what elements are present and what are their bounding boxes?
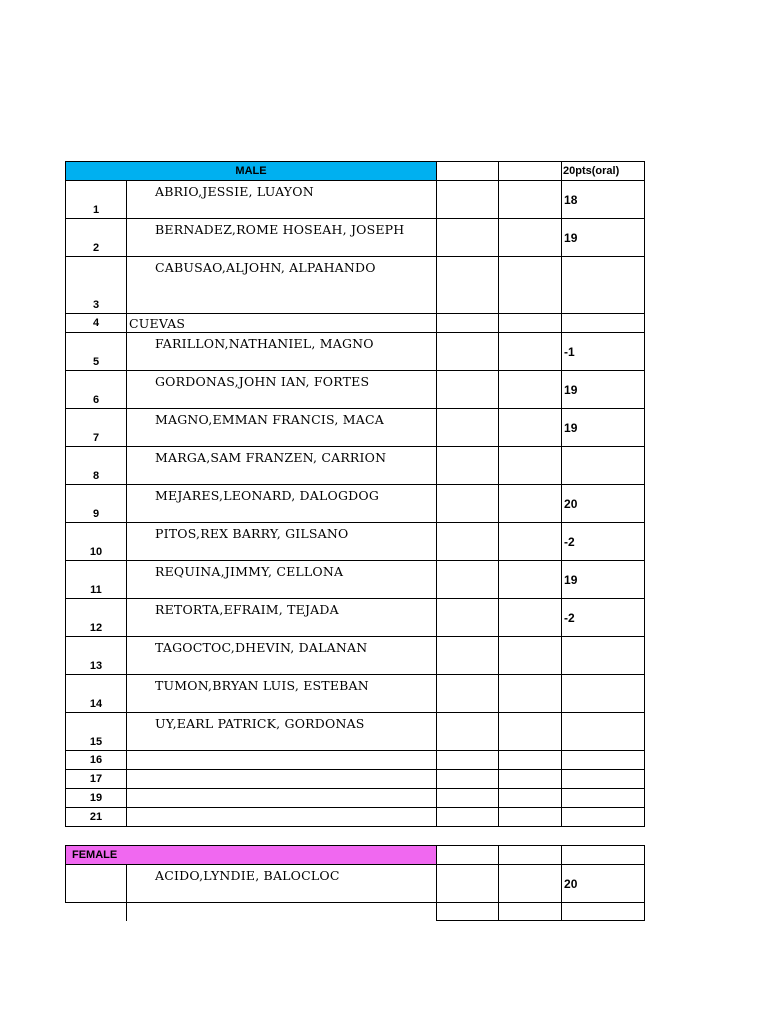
score-cell [562, 257, 645, 314]
row-number: 8 [66, 447, 127, 485]
table-row [66, 181, 645, 219]
table-row [66, 409, 645, 447]
blank-cell [437, 409, 499, 447]
row-number: 11 [66, 561, 127, 599]
student-name: ACIDO,LYNDIE, BALOCLOC [127, 865, 437, 903]
blank-cell [437, 371, 499, 409]
male-header-label: MALE [66, 162, 437, 181]
table-row [66, 257, 645, 314]
blank-cell [499, 751, 562, 770]
student-name: CUEVAS [127, 314, 437, 333]
blank-cell [437, 485, 499, 523]
blank-cell [499, 770, 562, 789]
blank-cell [499, 865, 562, 903]
blank-cell [499, 485, 562, 523]
male-header-row [66, 162, 645, 181]
blank-cell [437, 789, 499, 808]
student-name: MAGNO,EMMAN FRANCIS, MACA [127, 409, 437, 447]
table-row [66, 637, 645, 675]
blank-cell [437, 314, 499, 333]
table-row [66, 770, 645, 789]
score-cell [562, 447, 645, 485]
score-cell [562, 808, 645, 827]
header-blank-cell [499, 162, 562, 181]
female-header-label: FEMALE [66, 846, 437, 865]
table-row-partial [66, 903, 645, 921]
student-name [127, 808, 437, 827]
blank-cell [437, 219, 499, 257]
blank-cell [499, 599, 562, 637]
blank-cell [437, 713, 499, 751]
header-blank-cell [437, 846, 499, 865]
blank-cell [499, 219, 562, 257]
blank-cell [499, 637, 562, 675]
student-name: BERNADEZ,ROME HOSEAH, JOSEPH [127, 219, 437, 257]
blank-cell [499, 808, 562, 827]
row-number: 1 [66, 181, 127, 219]
student-name: TUMON,BRYAN LUIS, ESTEBAN [127, 675, 437, 713]
table-row [66, 789, 645, 808]
student-name: ABRIO,JESSIE, LUAYON [127, 181, 437, 219]
blank-cell [562, 903, 645, 921]
empty-space [127, 903, 437, 921]
blank-cell [499, 675, 562, 713]
table-row [66, 561, 645, 599]
student-name [127, 789, 437, 808]
student-name: UY,EARL PATRICK, GORDONAS [127, 713, 437, 751]
student-name: CABUSAO,ALJOHN, ALPAHANDO [127, 257, 437, 314]
score-cell: 19 [562, 561, 645, 599]
row-number: 13 [66, 637, 127, 675]
score-cell [562, 789, 645, 808]
row-number [66, 865, 127, 903]
score-cell [562, 751, 645, 770]
score-cell: 18 [562, 181, 645, 219]
header-blank-cell [437, 162, 499, 181]
blank-cell [437, 333, 499, 371]
blank-cell [499, 257, 562, 314]
blank-cell [499, 903, 562, 921]
empty-space [66, 903, 127, 921]
blank-cell [437, 751, 499, 770]
student-name: PITOS,REX BARRY, GILSANO [127, 523, 437, 561]
table-row [66, 675, 645, 713]
student-name: REQUINA,JIMMY, CELLONA [127, 561, 437, 599]
score-cell [562, 713, 645, 751]
row-number: 7 [66, 409, 127, 447]
row-number: 5 [66, 333, 127, 371]
blank-cell [437, 561, 499, 599]
score-cell: 19 [562, 371, 645, 409]
blank-cell [499, 523, 562, 561]
blank-cell [437, 181, 499, 219]
score-cell [562, 675, 645, 713]
blank-cell [437, 257, 499, 314]
table-row [66, 713, 645, 751]
table-row [66, 371, 645, 409]
student-name: RETORTA,EFRAIM, TEJADA [127, 599, 437, 637]
blank-cell [499, 371, 562, 409]
blank-cell [437, 865, 499, 903]
row-number: 6 [66, 371, 127, 409]
table-row [66, 333, 645, 371]
row-number: 19 [66, 789, 127, 808]
score-cell: -2 [562, 523, 645, 561]
score-cell: -1 [562, 333, 645, 371]
row-number: 2 [66, 219, 127, 257]
student-name: FARILLON,NATHANIEL, MAGNO [127, 333, 437, 371]
score-cell: -2 [562, 599, 645, 637]
table-row [66, 599, 645, 637]
student-name: TAGOCTOC,DHEVIN, DALANAN [127, 637, 437, 675]
blank-cell [437, 447, 499, 485]
blank-cell [499, 713, 562, 751]
blank-cell [437, 770, 499, 789]
score-cell [562, 314, 645, 333]
student-name: MEJARES,LEONARD, DALOGDOG [127, 485, 437, 523]
male-grade-table [65, 161, 645, 827]
female-grade-table [65, 845, 645, 921]
table-row [66, 485, 645, 523]
student-name: MARGA,SAM FRANZEN, CARRION [127, 447, 437, 485]
blank-cell [437, 808, 499, 827]
row-number: 9 [66, 485, 127, 523]
blank-cell [499, 181, 562, 219]
student-name: GORDONAS,JOHN IAN, FORTES [127, 371, 437, 409]
row-number: 12 [66, 599, 127, 637]
table-row [66, 219, 645, 257]
score-cell: 19 [562, 219, 645, 257]
blank-cell [437, 903, 499, 921]
row-number: 14 [66, 675, 127, 713]
table-row [66, 314, 645, 333]
female-header-row [66, 846, 645, 865]
row-number: 16 [66, 751, 127, 770]
score-cell [562, 637, 645, 675]
blank-cell [499, 409, 562, 447]
row-number: 15 [66, 713, 127, 751]
row-number: 3 [66, 257, 127, 314]
table-row [66, 751, 645, 770]
table-row [66, 523, 645, 561]
table-row [66, 447, 645, 485]
blank-cell [499, 333, 562, 371]
header-blank-cell [562, 846, 645, 865]
row-number: 17 [66, 770, 127, 789]
blank-cell [437, 599, 499, 637]
blank-cell [437, 523, 499, 561]
student-name [127, 751, 437, 770]
blank-cell [499, 447, 562, 485]
score-column-header: 20pts(oral) [562, 162, 645, 181]
score-cell [562, 770, 645, 789]
score-cell: 19 [562, 409, 645, 447]
score-cell: 20 [562, 485, 645, 523]
score-cell: 20 [562, 865, 645, 903]
student-name [127, 770, 437, 789]
table-row [66, 865, 645, 903]
row-number: 10 [66, 523, 127, 561]
blank-cell [499, 789, 562, 808]
row-number: 21 [66, 808, 127, 827]
blank-cell [437, 675, 499, 713]
row-number: 4 [66, 314, 127, 333]
blank-cell [499, 314, 562, 333]
blank-cell [499, 561, 562, 599]
table-row [66, 808, 645, 827]
blank-cell [437, 637, 499, 675]
header-blank-cell [499, 846, 562, 865]
